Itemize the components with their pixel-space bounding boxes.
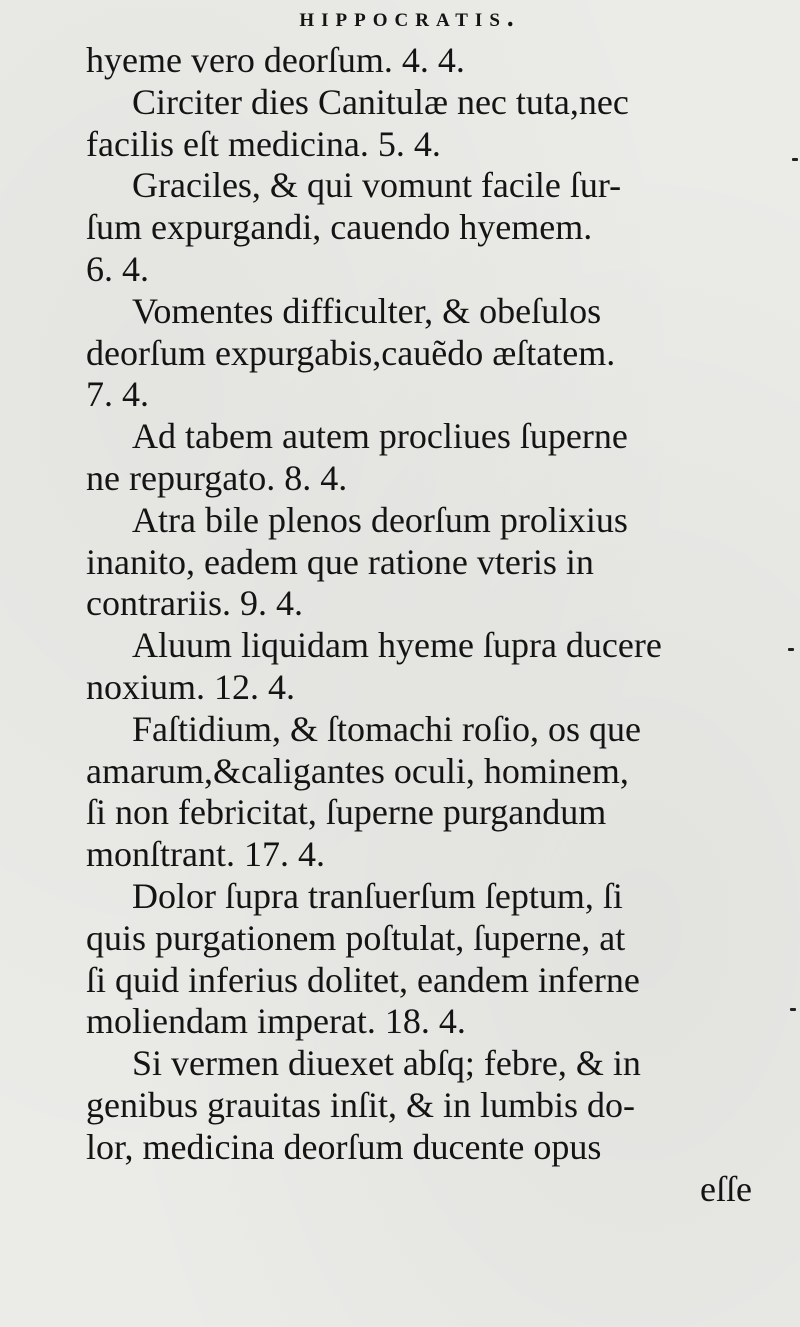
text-line: inanito, eadem que ratione vteris in [86,541,594,582]
text-line: lor, medicina deorſum ducente opus [86,1126,602,1167]
text-line: ſi quid inferius dolitet, eandem inferne [86,959,640,1000]
text-line: deorſum expurgabis,cauẽdo æſtatem. [86,332,616,373]
text-line: ne repurgato. 8. 4. [86,457,348,498]
text-line: Faſtidium, & ſtomachi roſio, os que [132,708,641,749]
text-line: quis purgationem poſtulat, ſuperne, at [86,917,626,958]
text-line: hyeme vero deorſum. 4. 4. [86,40,465,80]
text-line: monſtrant. 17. 4. [86,834,325,875]
text-line: amarum,&caligantes oculi, hominem, [86,750,629,791]
text-line: Graciles, & qui vomunt facile ſur- [132,165,622,206]
page-edge-mark [788,648,794,651]
text-line: contrariis. 9. 4. [86,583,303,624]
page-edge-mark [790,1008,796,1011]
text-line: facilis eſt medicina. 5. 4. [86,123,441,164]
page-edge-mark [792,158,798,161]
text-line: moliendam imperat. 18. 4. [86,1001,466,1042]
text-line: genibus grauitas inſit, & in lumbis do- [86,1084,635,1125]
text-line: Atra bile plenos deorſum prolixius [132,499,628,540]
running-head: hippocratis. [299,2,521,32]
text-line: Vomentes difficulter, & obeſulos [132,290,602,331]
text-line: Ad tabem autem procliues ſuperne [132,416,628,457]
text-line: noxium. 12. 4. [86,666,296,707]
text-line: eſſe [700,1168,752,1209]
text-line: ſum expurgandi, cauendo hyemem. [86,207,593,248]
text-line: Si vermen diuexet abſq; febre, & in [132,1043,641,1084]
text-line: Dolor ſupra tranſuerſum ſeptum, ſi [132,875,623,916]
text-block [86,40,752,1210]
text-line: 6. 4. [86,248,149,289]
text-line: 7. 4. [86,374,149,415]
text-line: Circiter dies Canitulæ nec tuta,nec [132,81,629,122]
text-line: ſi non febricitat, ſuperne purgandum [86,792,607,833]
text-line: Aluum liquidam hyeme ſupra ducere [132,625,662,666]
